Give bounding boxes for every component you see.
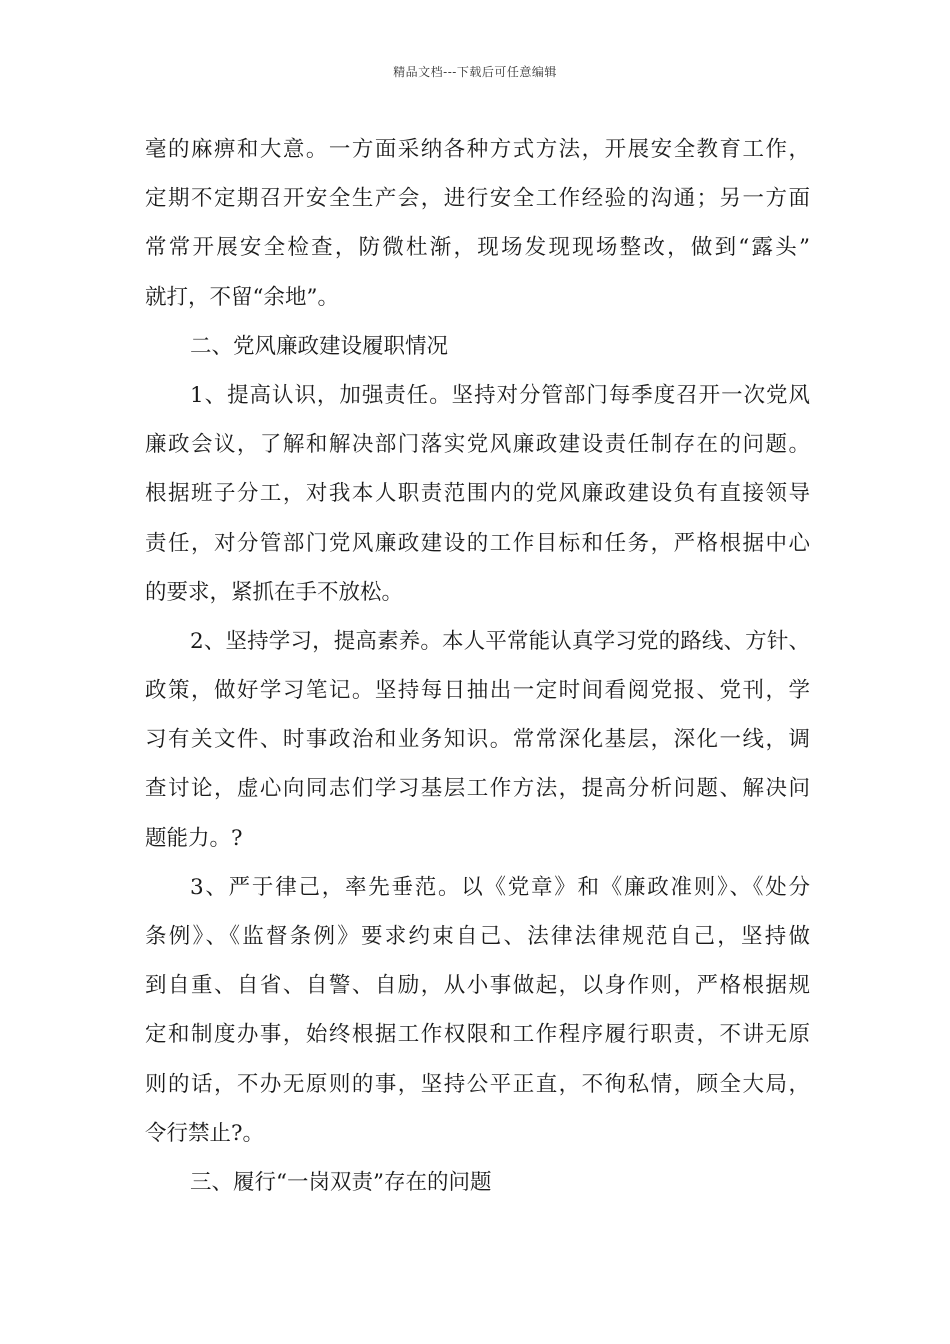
paragraph-line: 常常开展安全检查，防微杜渐，现场发现现场整改，做到“露头”: [145, 235, 810, 261]
document-body: [145, 125, 810, 1207]
paragraph-line: 3、严于律己，率先垂范。以《党章》和《廉政准则》、《处分: [190, 874, 810, 900]
paragraph-line: 则的话，不办无原则的事，坚持公平正直，不徇私情，顾全大局，: [145, 1071, 810, 1097]
paragraph-line: 责任，对分管部门党风廉政建设的工作目标和任务，严格根据中心: [145, 530, 810, 556]
paragraph-line: 的要求，紧抓在手不放松。: [145, 579, 404, 605]
section-heading-3: 三、履行“一岗双责”存在的问题: [190, 1169, 492, 1195]
paragraph-line: 查讨论，虚心向同志们学习基层工作方法，提高分析问题、解决问: [145, 776, 810, 802]
paragraph-line: 到自重、自省、自警、自励，从小事做起，以身作则，严格根据规: [145, 973, 810, 999]
paragraph-line: 定和制度办事，始终根据工作权限和工作程序履行职责，不讲无原: [145, 1022, 810, 1048]
page-header: 精品文档---下载后可任意编辑: [393, 65, 557, 79]
paragraph-line: 就打，不留“余地”。: [145, 284, 339, 310]
paragraph-line: 2、坚持学习，提高素养。本人平常能认真学习党的路线、方针、: [190, 628, 810, 654]
paragraph-line: 习有关文件、时事政治和业务知识。常常深化基层，深化一线，调: [145, 727, 810, 753]
section-heading-2: 二、党风廉政建设履职情况: [190, 333, 449, 359]
paragraph-line: 条例》、《监督条例》要求约束自己、法律法律规范自己，坚持做: [145, 924, 810, 949]
paragraph-line: 1、提高认识，加强责任。坚持对分管部门每季度召开一次党风: [190, 382, 810, 408]
paragraph-line: 定期不定期召开安全生产会，进行安全工作经验的沟通；另一方面: [145, 186, 810, 212]
paragraph-line: 毫的麻痹和大意。一方面采纳各种方式方法，开展安全教育工作，: [145, 137, 810, 162]
paragraph-line: 令行禁止?。: [145, 1120, 265, 1146]
paragraph-line: 政策，做好学习笔记。坚持每日抽出一定时间看阅党报、党刊，学: [145, 678, 810, 704]
paragraph-line: 根据班子分工，对我本人职责范围内的党风廉政建设负有直接领导: [145, 481, 810, 507]
paragraph-line: 题能力。?: [145, 825, 243, 851]
paragraph-line: 廉政会议，了解和解决部门落实党风廉政建设责任制存在的问题。: [145, 432, 810, 458]
